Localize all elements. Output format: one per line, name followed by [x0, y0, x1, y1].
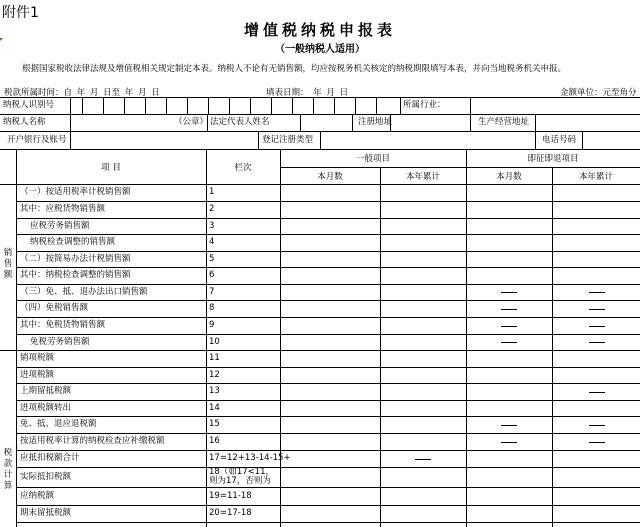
grid-line: [70, 97, 71, 149]
grid-line: [16, 317, 640, 318]
grid-line: [582, 131, 583, 149]
grid-line: [16, 251, 640, 252]
row-label: （三）免、抵、退办法出口销售额: [20, 286, 148, 297]
row-label: 免、抵、退应退税额: [20, 419, 97, 429]
row-line-no: 2: [209, 204, 215, 214]
grid-line: [16, 505, 640, 506]
bank-label: 开户银行及账号: [7, 135, 67, 145]
row-label: 上期留抵税额: [20, 386, 72, 396]
grid-line: [0, 149, 640, 150]
grid-line: [352, 114, 353, 131]
grid-line: [16, 234, 640, 235]
row-label: （二）按简易办法计税销售额: [20, 253, 131, 264]
not-applicable-mark: [501, 425, 517, 426]
grid-line: [552, 167, 553, 527]
grid-line: [16, 201, 640, 202]
row-line-no: 1: [209, 187, 215, 197]
grid-line: [229, 97, 230, 114]
row-label: 实际抵扣税额: [20, 471, 72, 482]
row-label: 其中：免税货物销售额: [20, 320, 106, 330]
row-label: （四）免税销售额: [20, 303, 89, 313]
grid-line: [0, 350, 640, 351]
grid-line: [82, 97, 83, 114]
grid-line: [16, 149, 17, 527]
row-line-no: 8: [209, 303, 215, 313]
grid-line: [535, 114, 536, 131]
not-applicable-mark: [589, 342, 605, 343]
row-line-no: 19=11-18: [209, 490, 252, 501]
grid-line: [0, 114, 640, 115]
tax-period: 税款所属时间：自 年 月 日至 年 月 日: [4, 88, 160, 98]
grid-line: [535, 131, 536, 149]
form-subtitle: （一般纳税人适用）: [275, 44, 365, 55]
row-label: 纳税检查调整的销售额: [30, 237, 116, 247]
grid-line: [16, 487, 640, 488]
not-applicable-mark: [501, 292, 517, 293]
grid-line: [16, 367, 640, 368]
row-label: 进项税额转出: [20, 402, 72, 413]
not-applicable-mark: [589, 392, 605, 393]
row-line-no: 6: [209, 270, 215, 280]
general-year-header: 本年累计: [405, 172, 440, 182]
reg-address-label: 注册地址: [358, 117, 393, 127]
row-label: 其中：纳税检查调整的销售额: [20, 270, 131, 280]
row-line-no: 11: [209, 353, 220, 363]
grid-line: [320, 131, 321, 149]
grid-line: [208, 97, 209, 114]
row-line-no: 9: [209, 320, 215, 330]
row-line-no: 4: [209, 237, 215, 247]
grid-line: [187, 97, 188, 114]
grid-line: [16, 267, 640, 268]
row-label: 应纳税额: [20, 490, 55, 501]
row-label: 进项税额: [20, 369, 55, 380]
biz-address-label: 生产经营地址: [478, 117, 530, 127]
row-line-no: 20=17-18: [209, 508, 252, 518]
not-applicable-mark: [589, 292, 605, 293]
grid-line: [470, 97, 471, 114]
line-no-header: 栏次: [234, 163, 252, 173]
calc-group-label: 税款计算: [3, 448, 13, 491]
grid-line: [166, 97, 167, 114]
not-applicable-mark: [415, 459, 431, 460]
not-applicable-mark: [589, 442, 605, 443]
fill-date: 填表日期： 年 月 日: [266, 88, 349, 98]
grid-line: [258, 131, 259, 149]
legal-rep-label: 法定代表人姓名: [210, 117, 270, 127]
row-label: （一）按适用税率计税销售额: [20, 187, 131, 197]
grid-line: [334, 97, 335, 114]
attachment-label: 附件1: [2, 5, 39, 21]
grid-line: [380, 167, 381, 527]
row-line-no: 18（如17<11，则为17，否则为: [209, 468, 275, 486]
taxpayer-id-label: 纳税人识别号: [3, 100, 55, 110]
grid-line: [300, 114, 301, 131]
grid-line: [250, 97, 251, 114]
not-applicable-mark: [501, 326, 517, 327]
grid-line: [16, 284, 640, 285]
grid-line: [0, 97, 640, 98]
row-label: 应税劳务销售额: [30, 220, 90, 231]
grid-line: [313, 97, 314, 114]
grid-line: [124, 97, 125, 114]
not-applicable-mark: [501, 342, 517, 343]
grid-line: [145, 97, 146, 114]
grid-line: [355, 97, 356, 114]
form-title: 增值税纳税申报表: [243, 21, 396, 39]
grid-line: [292, 97, 293, 114]
not-applicable-mark: [589, 309, 605, 310]
row-label: 按适用税率计算的纳税检查应补缴税额: [20, 436, 165, 446]
row-line-no: 16: [209, 436, 220, 446]
row-line-no: 15: [209, 419, 220, 429]
general-header: 一般项目: [355, 154, 390, 164]
grid-line: [280, 149, 281, 527]
grid-line: [16, 467, 640, 468]
row-line-no: 10: [209, 336, 220, 347]
row-line-no: 5: [209, 253, 215, 264]
row-label: 销项税额: [20, 353, 55, 363]
grid-line: [0, 184, 640, 185]
not-applicable-mark: [589, 425, 605, 426]
row-line-no: 3: [209, 220, 215, 231]
refund-header: 即征即退项目: [527, 154, 579, 164]
row-label: 免税劳务销售额: [30, 336, 90, 347]
row-label: 其中：应税货物销售额: [20, 204, 106, 214]
grid-line: [271, 97, 272, 114]
row-line-no: 14: [209, 402, 220, 413]
grid-line: [280, 167, 640, 168]
form-intro: 根据国家税收法律法规及增值税相关规定制定本表。纳税人不论有无销售额，均应按税务机关核定的纳税期限填写本表，并向当地税务机关申报。: [22, 64, 567, 74]
grid-line: [470, 114, 471, 131]
grid-line: [16, 218, 640, 219]
item-header: 项 目: [101, 163, 121, 173]
seal-label: （公章）: [174, 117, 209, 127]
grid-line: [16, 334, 640, 335]
grid-line: [16, 522, 640, 523]
grid-line: [16, 416, 640, 417]
grid-line: [103, 97, 104, 114]
grid-line: [16, 433, 640, 434]
grid-line: [16, 300, 640, 301]
refund-month-header: 本月数: [496, 172, 522, 182]
grid-line: [16, 383, 640, 384]
refund-year-header: 本年累计: [578, 172, 613, 182]
reg-type-label: 登记注册类型: [262, 135, 314, 145]
not-applicable-mark: [501, 309, 517, 310]
grid-line: [16, 450, 640, 451]
phone-label: 电话号码: [542, 135, 577, 145]
row-line-no: 7: [209, 286, 215, 297]
row-line-no: 13: [209, 386, 220, 396]
grid-line: [16, 400, 640, 401]
grid-line: [400, 97, 401, 114]
grid-line: [376, 97, 377, 114]
row-label: 应抵扣税额合计: [20, 453, 80, 463]
amount-unit: 金额单位：元至角分: [560, 88, 637, 98]
row-label: 期末留抵税额: [20, 508, 72, 518]
row-line-no: 12: [209, 369, 220, 380]
grid-line: [466, 149, 467, 527]
not-applicable-mark: [501, 442, 517, 443]
industry-label: 所属行业：: [403, 100, 446, 110]
taxpayer-name-label: 纳税人名称: [3, 117, 46, 127]
general-month-header: 本月数: [317, 172, 343, 182]
row-line-no: 17=12+13-14-15+: [209, 453, 291, 463]
sales-group-label: 销售额: [3, 248, 13, 280]
grid-line: [206, 149, 207, 527]
not-applicable-mark: [589, 326, 605, 327]
